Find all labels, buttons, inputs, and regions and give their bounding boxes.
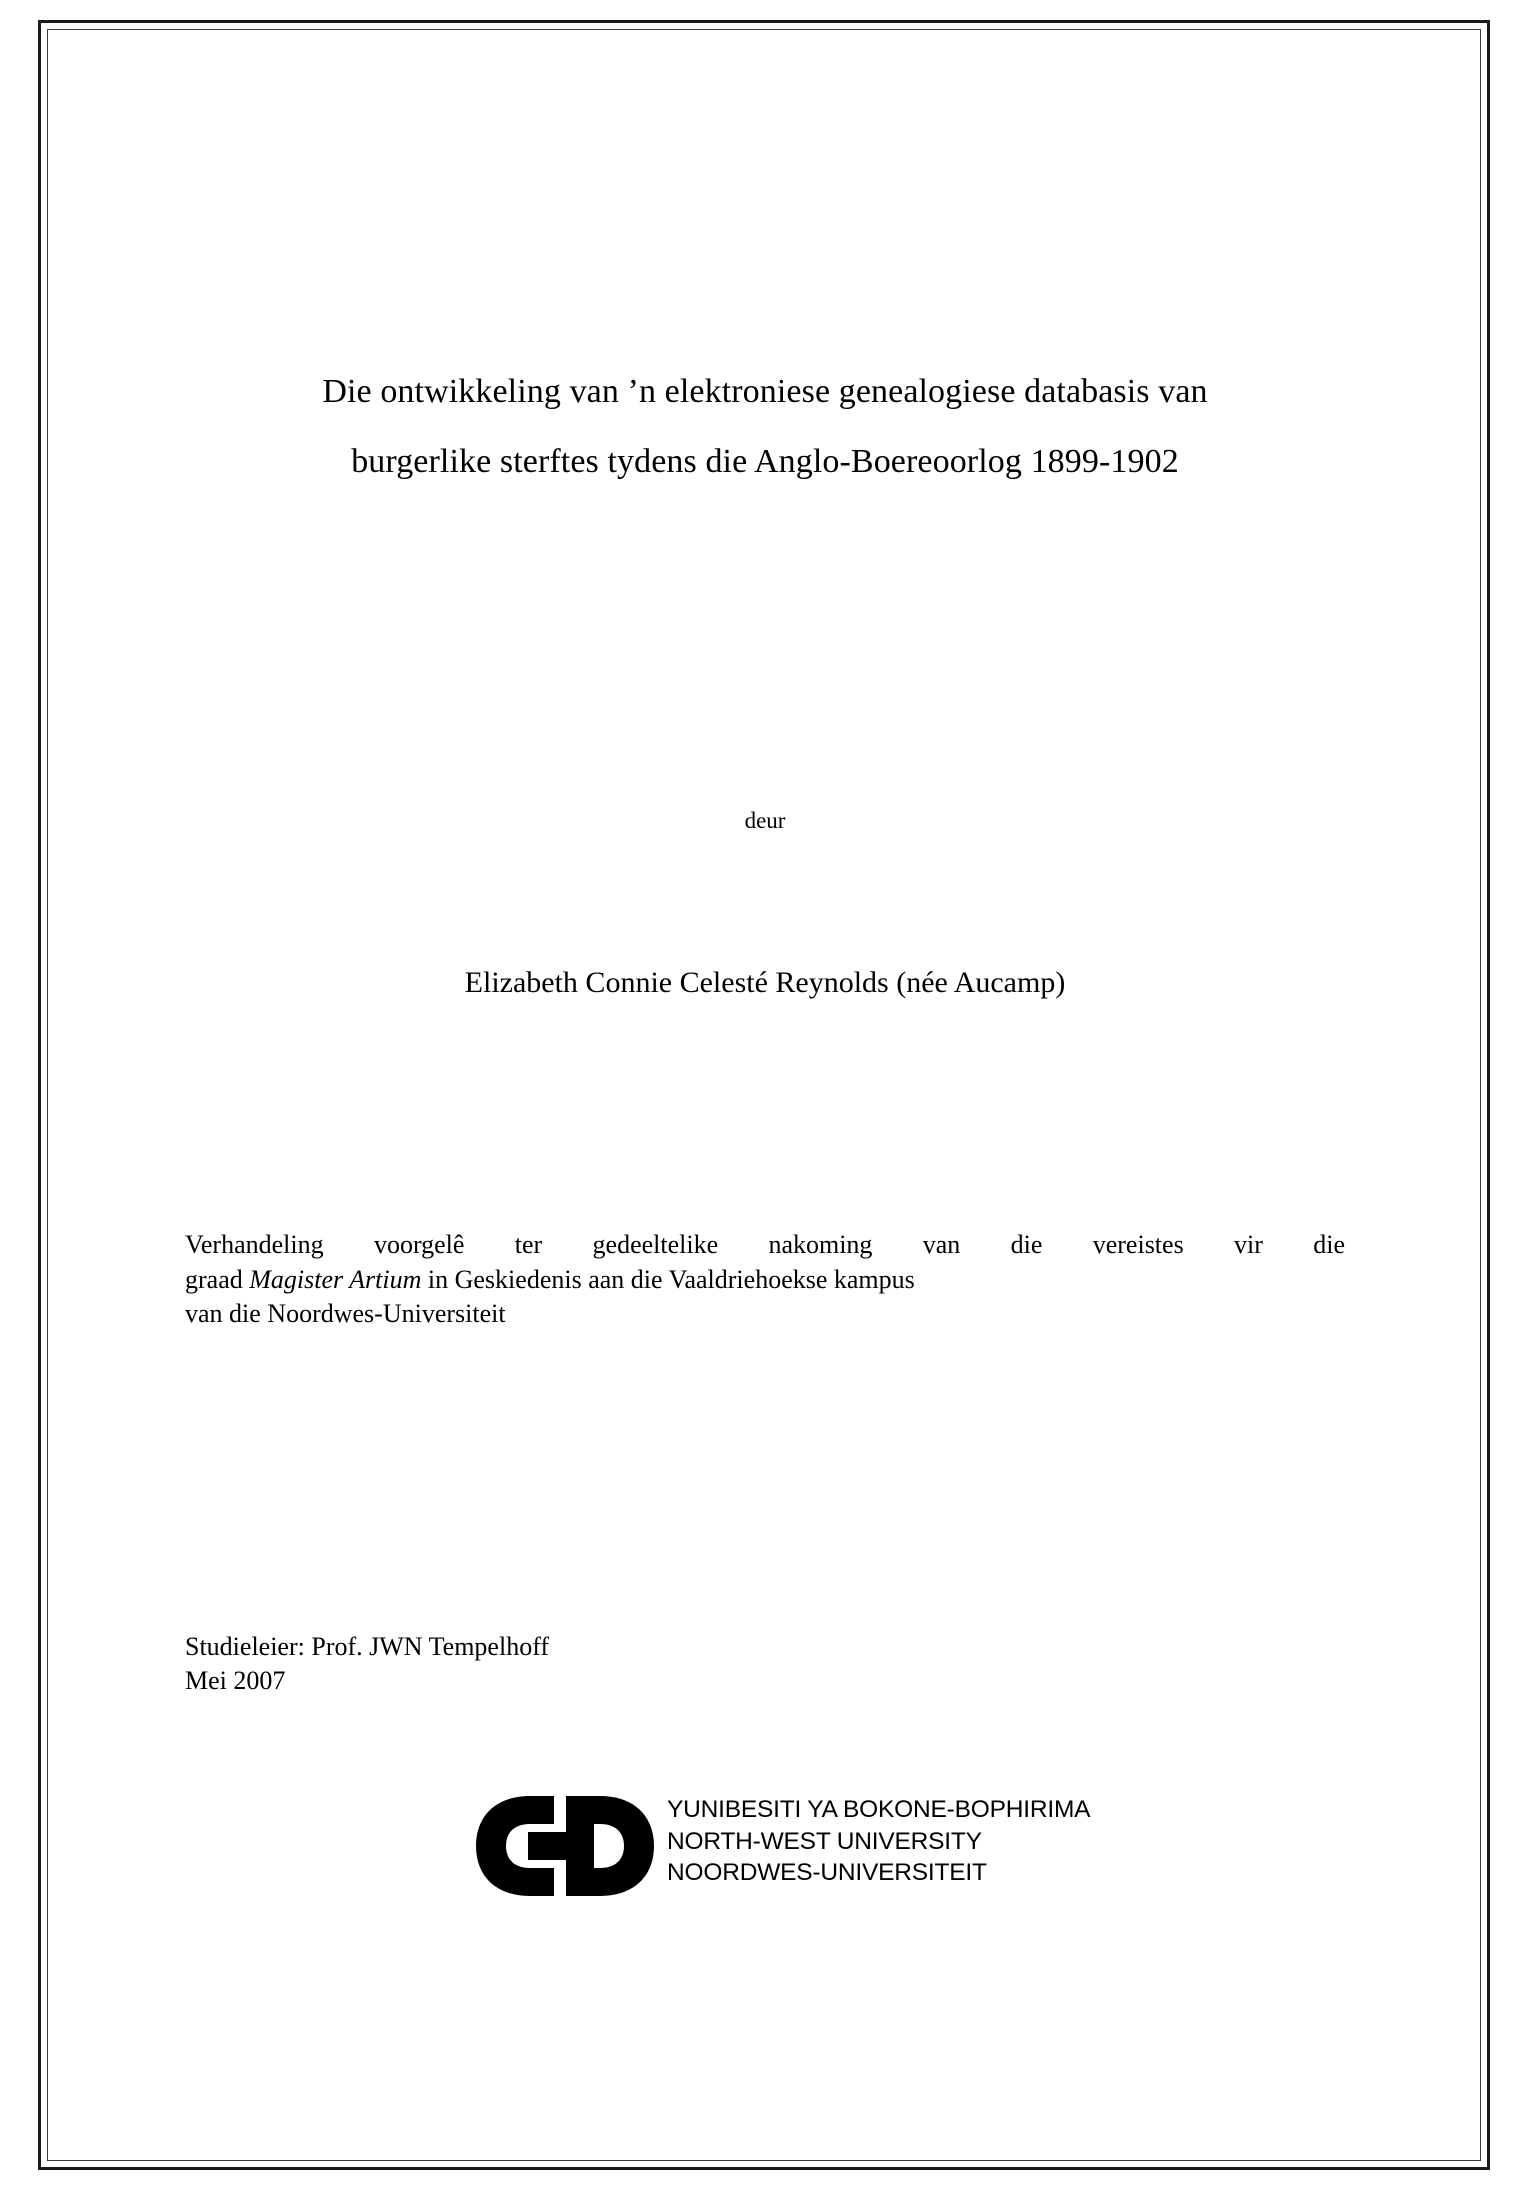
logo-text-line-1: YUNIBESITI YA BOKONE-BOPHIRIMA	[667, 1796, 1091, 1823]
degree-statement-line-2	[185, 1263, 1345, 1298]
degree-statement	[185, 1228, 1345, 1332]
university-logo	[470, 1790, 1110, 1910]
logo-text-line-2: NORTH-WEST UNIVERSITY	[667, 1827, 982, 1855]
north-west-university-logo-mark	[470, 1792, 665, 1900]
supervisor-block	[185, 1630, 1345, 1699]
title-line-2: burgerlike sterftes tydens die Anglo-Boereoorlog 1899-1902	[351, 443, 1179, 480]
by-label: deur	[744, 808, 786, 833]
degree-name-italic: Magister Artium	[249, 1264, 422, 1294]
university-logo-text	[667, 1794, 1090, 1889]
page-title	[185, 375, 1345, 479]
degree-statement-line-1: Verhandeling voorgelê ter gedeeltelike nakoming van die vereistes vir die	[185, 1230, 1345, 1259]
degree-statement-line-2-post: in Geskiedenis aan die Vaaldriehoekse kampus	[421, 1264, 915, 1294]
submission-date: Mei 2007	[185, 1666, 286, 1696]
degree-statement-line-3: van die Noordwes-Universiteit	[185, 1299, 506, 1329]
title-line-1: Die ontwikkeling van ’n elektroniese genealogiese databasis van	[322, 373, 1208, 410]
degree-statement-line-2-pre: graad	[185, 1264, 250, 1294]
supervisor-name: Studieleier: Prof. JWN Tempelhoff	[185, 1632, 550, 1661]
author-name: Elizabeth Connie Celesté Reynolds (née Aucamp)	[464, 966, 1066, 999]
logo-text-line-3: NOORDWES-UNIVERSITEIT	[667, 1859, 987, 1887]
title-page-content	[185, 0, 1345, 2206]
